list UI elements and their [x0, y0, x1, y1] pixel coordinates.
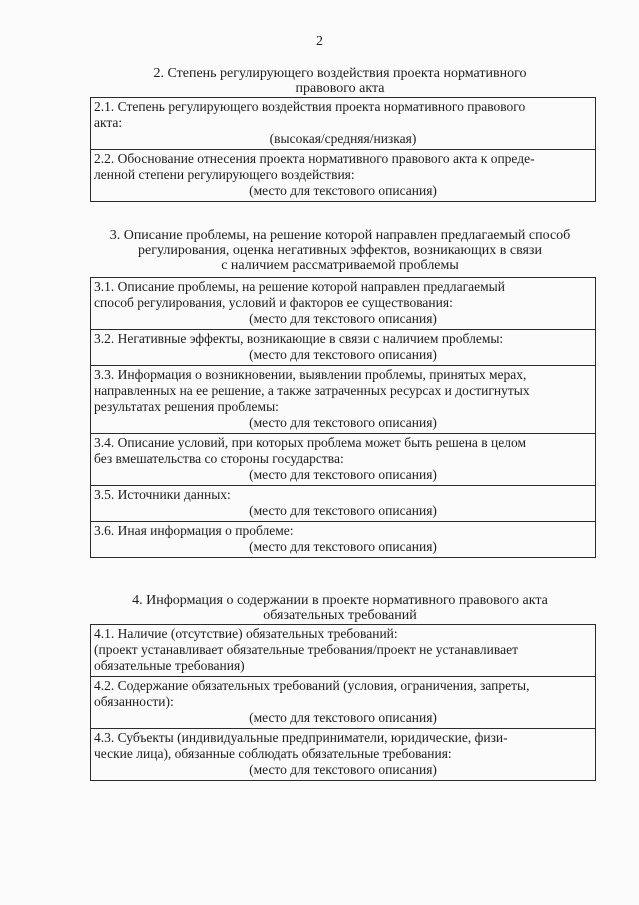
section-2-title — [80, 66, 600, 96]
section-title-line: обязательных требований — [263, 608, 417, 623]
table-row — [91, 329, 595, 365]
row-placeholder: (место для текстового описания) — [249, 415, 437, 430]
row-text: 3.4. Описание условий, при которых проблема может быть решена в целом — [94, 435, 527, 450]
row-text: 3.5. Источники данных: — [94, 487, 231, 502]
table-row — [91, 728, 595, 780]
row-text: обязательные требования) — [94, 658, 245, 673]
row-text: 2.1. Степень регулирующего воздействия проекта нормативного правового — [94, 99, 526, 114]
row-placeholder: (место для текстового описания) — [249, 503, 437, 518]
row-text: без вмешательства со стороны государства: — [94, 451, 344, 466]
row-text: результатах решения проблемы: — [94, 399, 279, 414]
section-4-table — [90, 624, 596, 781]
row-placeholder: (место для текстового описания) — [249, 762, 437, 777]
section-4-title — [80, 593, 600, 623]
section-title-line: 3. Описание проблемы, на решение которой направлен предлагаемый способ — [109, 228, 571, 243]
table-row — [91, 625, 595, 676]
section-3-title — [80, 228, 600, 273]
row-text: (проект устанавливает обязательные требования/проект не устанавливает — [94, 642, 518, 657]
table-row — [91, 278, 595, 329]
row-text: 3.2. Негативные эффекты, возникающие в связи с наличием проблемы: — [94, 331, 504, 346]
table-row — [91, 676, 595, 728]
row-text: 2.2. Обоснование отнесения проекта нормативного правового акта к опреде- — [94, 151, 535, 166]
section-2-table — [90, 97, 596, 202]
row-text: акта: — [94, 115, 123, 130]
section-title-line: 4. Информация о содержании в проекте нормативного правового акта — [132, 593, 548, 608]
row-placeholder: (место для текстового описания) — [249, 710, 437, 725]
table-row — [91, 365, 595, 433]
table-row — [91, 521, 595, 557]
row-placeholder: (высокая/средняя/низкая) — [269, 131, 417, 146]
row-placeholder: (место для текстового описания) — [249, 539, 437, 554]
row-placeholder: (место для текстового описания) — [249, 347, 437, 362]
table-row — [91, 149, 595, 201]
table-row — [91, 433, 595, 485]
table-row — [91, 485, 595, 521]
row-text: направленных на ее решение, а также затраченных ресурсах и достигнутых — [94, 383, 530, 398]
row-placeholder: (место для текстового описания) — [249, 183, 437, 198]
section-title-line: правового акта — [295, 81, 385, 96]
section-title-line: с наличием рассматриваемой проблемы — [221, 258, 459, 273]
row-text: способ регулирования, условий и факторов ее существования: — [94, 295, 453, 310]
page-number: 2 — [316, 34, 323, 49]
row-text: ленной степени регулирующего воздействия: — [94, 167, 355, 182]
row-text: 4.2. Содержание обязательных требований (условия, ограничения, запреты, — [94, 678, 530, 693]
row-text: обязанности): — [94, 694, 174, 709]
section-title-line: 2. Степень регулирующего воздействия проекта нормативного — [153, 66, 527, 81]
row-text: ческие лица), обязанные соблюдать обязательные требования: — [94, 746, 452, 761]
row-text: 3.6. Иная информация о проблеме: — [94, 523, 294, 538]
row-text: 3.1. Описание проблемы, на решение которой направлен предлагаемый — [94, 279, 505, 294]
row-text: 4.1. Наличие (отсутствие) обязательных требований: — [94, 626, 398, 641]
row-placeholder: (место для текстового описания) — [249, 467, 437, 482]
row-text: 3.3. Информация о возникновении, выявлении проблемы, принятых мерах, — [94, 367, 527, 382]
row-placeholder: (место для текстового описания) — [249, 311, 437, 326]
table-row — [91, 98, 595, 149]
section-title-line: регулирования, оценка негативных эффектов, возникающих в связи — [138, 243, 542, 258]
section-3-table — [90, 277, 596, 558]
row-text: 4.3. Субъекты (индивидуальные предприниматели, юридические, физи- — [94, 730, 508, 745]
